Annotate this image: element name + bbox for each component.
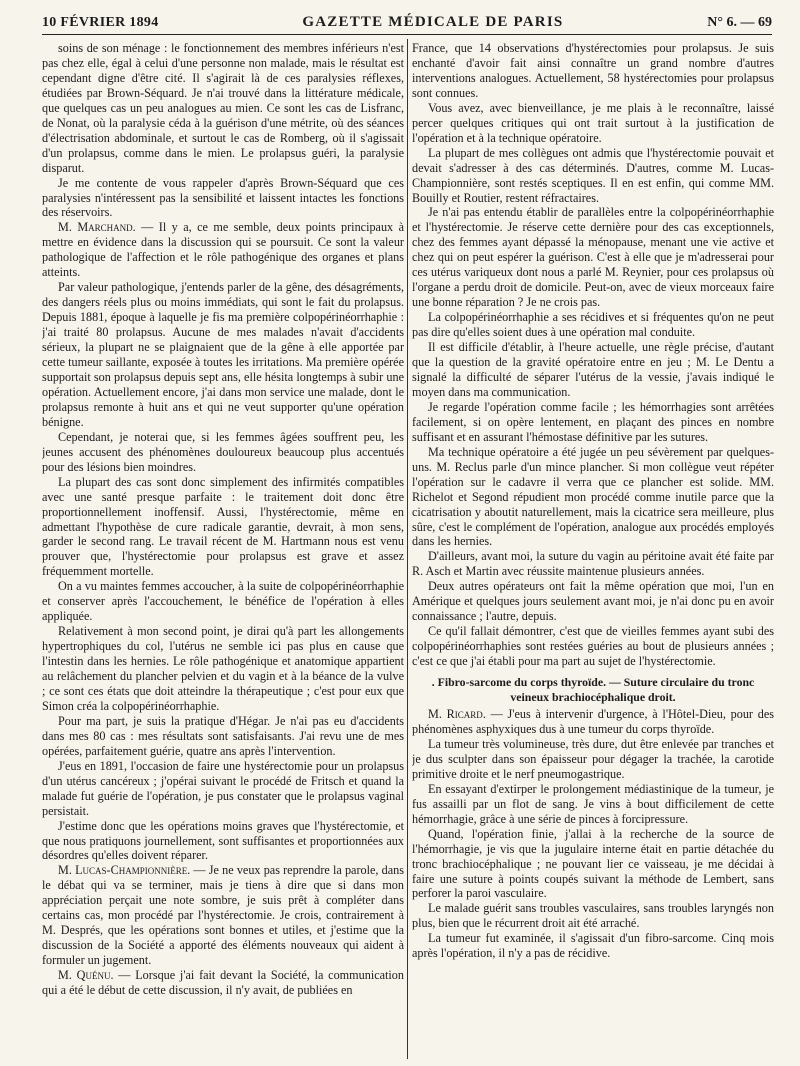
paragraph [42,176,404,221]
paragraph-text: — Lorsque j'ai fait devant la Société, la communication qui a été le début de cette discussion, il n'y avait, de publiées en [42,968,404,998]
paragraph [412,782,774,827]
paragraph [412,310,774,340]
section-title: . Fibro-sarcome du corps thyroïde. — Suture circulaire du tronc veineux brachiocéphalique droit. [431,675,755,704]
speaker-name: M. Quénu. [58,968,114,983]
paragraph-text: Pour ma part, je suis la pratique d'Hégar. Je n'ai pas eu d'accidents dans mes 80 cas : mes résultats sont satisfaisants. J'ai revu une de mes opérées, parfaitement guérie, quatre ans après l'intervention. [42,713,404,758]
paragraph-text: D'ailleurs, avant moi, la suture du vagin au péritoine avait été faite par R. Asch et Martin avec réussite maintenue plusieurs années. [412,549,774,579]
left-column [42,41,404,1061]
paragraph-text: Je regarde l'opération comme facile ; les hémorrhagies sont arrêtées facilement, si on opère lentement, en plaçant des pinces en nombre suffisant et en assurant l'hémostase définitive par les sutures. [412,399,774,444]
paragraph-text: France, que 14 observations d'hystérectomies pour prolapsus. Je suis enchanté d'avoir fait ainsi connaître un grand nombre d'autres interventions analogues. Actuellement, 58 hystérectomies pour prolapsus sont connues. [412,41,774,100]
paragraph [412,146,774,206]
paragraph-text: Je me contente de vous rappeler d'après Brown-Séquard que ces paralysies n'intéressent pas la sensibilité et laissent intactes les fonctions des réservoirs. [42,175,404,220]
paragraph [412,445,774,550]
paragraph-text: En essayant d'extirper le prolongement médiastinique de la tumeur, je fus assailli par un flot de sang. Je vins à bout difficilement de cette hémorrhagie, grâce à une série de pinces à forcipressure. [412,781,774,826]
paragraph [42,863,404,968]
speaker-name: M. Marchand. [58,220,136,235]
speaker-name: M. Ricard. [428,707,486,722]
paragraph [412,549,774,579]
paragraph [42,220,404,280]
paragraph [42,819,404,864]
paragraph-text: La tumeur très volumineuse, très dure, dut être enlevée par tranches et je dus sculpter dans son épaisseur pour dégager la trachée, la carotide primitive droite et le nerf pneumogastrique. [412,736,774,781]
paragraph [412,707,774,737]
paragraph-text: Ce qu'il fallait démontrer, c'est que de vieilles femmes ayant subi des colpopérinéorrhaphies sont restées guéries au bout de plusieurs années ; c'est ce que j'ai établi pour ma part au sujet de l'hystérectomie. [412,624,774,669]
paragraph-text: — J'eus à intervenir d'urgence, à l'Hôtel-Dieu, pour des phénomènes asphyxiques dus à une tumeur du corps thyroïde. [412,707,774,736]
paragraph-text: Ma technique opératoire a été jugée un peu sévèrement par quelques-uns. M. Reclus parle d'un mince plancher. Si mon collègue veut répéter l'opération sur le cadavre il verra que ce plancher est solide. MM. Richelot et Segond répudient mon procédé comme inutile parce que la cicatrisation y aboutit naturellement, mais la cicatrice sera meilleure, plus sûre, c'est le complément de l'opération, analogue aux procédés employés dans les hernies. [412,444,774,549]
paragraph [42,714,404,759]
newspaper-page [42,14,772,1063]
paragraph-text: J'eus en 1891, l'occasion de faire une hystérectomie pour un prolapsus d'un utérus cancéreux ; j'opérai suivant le procédé de Fritsch et quand la malade fut guérie de l'opération, je pus constater que le prolapsus vaginal persistait. [42,758,404,818]
right-column [412,41,774,1061]
paragraph [42,430,404,475]
speaker-name: M. Lucas-Championnière. [58,863,191,878]
paragraph-text: Relativement à mon second point, je dirai qu'à part les allongements hypertrophiques du col, l'utérus ne semble ici pas plus en cause que l'intestin dans les hernies. Le rôle pathogénique et anatomique appartient au relâchement du plancher pelvien et du vagin et à la béance de la vulve ; ce sont ces états que doit atteindre la thérapeutique ; c'est pour eux que Simon créa la colpopérinéorrhaphie. [42,624,404,713]
paragraph [42,968,404,998]
paragraph-text: Je n'ai pas entendu établir de parallèles entre la colpopérinéorrhaphie et l'hystérectomie. Je réserve cette dernière pour des cas exceptionnels, chez des femmes ayant dépassé la ménopause, menant une vie active et chez qui on peut espérer la guérison. C'est à elle que je m'adresserai pour ces utérus variqueux dont nous a parlé M. Reynier, pour ces prolapsus où l'organe a perdu droit de domicile. Peut-on, avec de vieux morceaux faire une bonne réparation ? Je ne crois pas. [412,205,774,310]
paragraph [412,400,774,445]
paragraph-text: Par valeur pathologique, j'entends parler de la gêne, des désagréments, des dangers réels plus ou moins immédiats, qui sont le fait du prolapsus. Depuis 1881, époque à laquelle je fis ma première colpopérinéorrhaphie : j'ai traité 80 prolapsus. Aucune de mes malades n'avait d'accidents sérieux, la plupart ne se plaignaient que de la gêne à elle apportée par cette tumeur saillante, exposée à toutes les irritations. Ma première opérée supportait son prolapsus depuis sept ans, elle hésita longtemps à subir une opération. Actuellement encore, j'ai dans mon service une malade, dont le prolapsus remonte à huit ans et qui ne veut supporter qu'une opération bénigne. [42,280,404,429]
paragraph [412,101,774,146]
paragraph-text: La plupart de mes collègues ont admis que l'hystérectomie pouvait et devait s'adresser à des cas déterminés. D'autres, comme M. Lucas-Championnière, sont restés sceptiques. Il en est enfin, qui comme MM. Bouilly et Routier, restent réfractaires. [412,145,774,205]
paragraph [42,579,404,624]
paragraph [42,280,404,430]
paragraph [412,827,774,902]
paragraph-text: On a vu maintes femmes accoucher, à la suite de colpopérinéorrhaphie et conserver après l'accouchement, le bénéfice de l'opération à elles appliquée. [42,579,404,624]
paragraph [412,901,774,931]
paragraph [42,475,404,580]
paragraph-text: Quand, l'opération finie, j'allai à la recherche de la source de l'hémorrhagie, je vis que la jugulaire interne était en partie détachée du tronc brachiocéphalique ; ne pouvant lier ce vaisseau, je me décidai à faire une suture à points coupés suivant la méthode de Lembert, sans perforer la paroi vasculaire. [412,826,774,901]
paragraph-text: J'estime donc que les opérations moins graves que l'hystérectomie, et que nous pratiquons journellement, sont suffisantes et proportionnées aux désordres qu'elles doivent réparer. [42,818,404,863]
paragraph [42,624,404,714]
paragraph [42,759,404,819]
paragraph [412,41,774,101]
paragraph [42,41,404,176]
article-columns [42,35,772,1063]
paragraph-text: La colpopérinéorrhaphie a ses récidives et si fréquentes qu'on ne peut pas dire qu'elles soient dues à une opération mal conduite. [412,310,774,340]
paragraph-text: Vous avez, avec bienveillance, je me plais à le reconnaître, laissé percer quelques critiques qui ont trait surtout à la justification de l'opération et à la technique opératoire. [412,100,774,145]
paragraph-text: Deux autres opérateurs ont fait la même opération que moi, l'un en Amérique et quelques jours seulement avant moi, je n'ai donc pu en avoir connaissance ; l'autre, depuis. [412,579,774,624]
page-header [42,14,772,35]
paragraph-text: Il est difficile d'établir, à l'heure actuelle, une règle précise, d'autant que la question de la gravité opératoire entre en jeu ; M. Le Dentu a signalé la difficulté de séparer l'utérus de la vessie, j'avais indiqué le moyen dans ma communication. [412,340,774,399]
paragraph [412,579,774,624]
issue-page-number: N° 6. — 69 [707,15,772,30]
paragraph [412,340,774,400]
paragraph-text: Le malade guérit sans troubles vasculaires, sans troubles laryngés non plus, bien que le récurrent droit ait été arraché. [412,901,774,931]
paragraph-text: — Il y a, ce me semble, deux points principaux à mettre en évidence dans la discussion qui se poursuit. Ce sont la valeur pathologique de l'affection et le rôle pathogénique des organes et plans atteints. [42,220,404,280]
journal-title: GAZETTE MÉDICALE DE PARIS [302,14,564,30]
issue-date: 10 FÉVRIER 1894 [42,15,159,30]
column-divider [407,39,408,1059]
paragraph [412,205,774,310]
paragraph-text: — Je ne veux pas reprendre la parole, dans le débat qui va se terminer, mais je tiens à dire que si dans mon appréciation perçait une note sombre, je suis prêt à compléter dans certains cas, mon procédé par l'hystérectomie. Je crois, contrairement à M. Després, que les opérations sont bonnes et utiles, et j'estime que la discussion de la Société a apporté des éléments nouveaux qui aident à formuler un jugement. [42,863,404,968]
paragraph [412,624,774,669]
paragraph-text: Cependant, je noterai que, si les femmes âgées souffrent peu, les jeunes accusent des phénomènes douloureux beaucoup plus accentués pour des lésions bien moindres. [42,429,404,474]
paragraph-text: soins de son ménage : le fonctionnement des membres inférieurs n'est pas chez elle, égal à celui d'une personne non malade, mais le résultat est cependant digne d'être cité. Il s'agirait là de ces paralysies réflexes, étudiées par Brown-Séquard. Je n'ai trouvé dans la littérature médicale, que quelques cas un peu analogues au mien. Ce sont les cas de Lisfranc, de Nonat, où la paralysie céda à la guérison d'une métrite, où des séances d'électrisation abdominale, et surtout le cas de Romberg, où il s'agissait d'un prolapsus, comme dans le mien. Le prolapsus guéri, la paralysie disparut. [42,41,404,175]
paragraph-text: La plupart des cas sont donc simplement des infirmités compatibles avec une santé presque parfaite : le traitement doit donc être proportionnellement inoffensif. Aussi, l'hystérectomie, même en admettant l'hypothèse de cure radicale garantie, devrait, à mon sens, garder le second rang. Le travail récent de M. Hartmann nous est venu prouver que, l'hystérectomie pour prolapsus est grave et assez fréquemment mortelle. [42,474,404,579]
paragraph-text: La tumeur fut examinée, il s'agissait d'un fibro-sarcome. Cinq mois après l'opération, il n'y a pas de récidive. [412,931,774,961]
paragraph [412,737,774,782]
paragraph [412,931,774,961]
